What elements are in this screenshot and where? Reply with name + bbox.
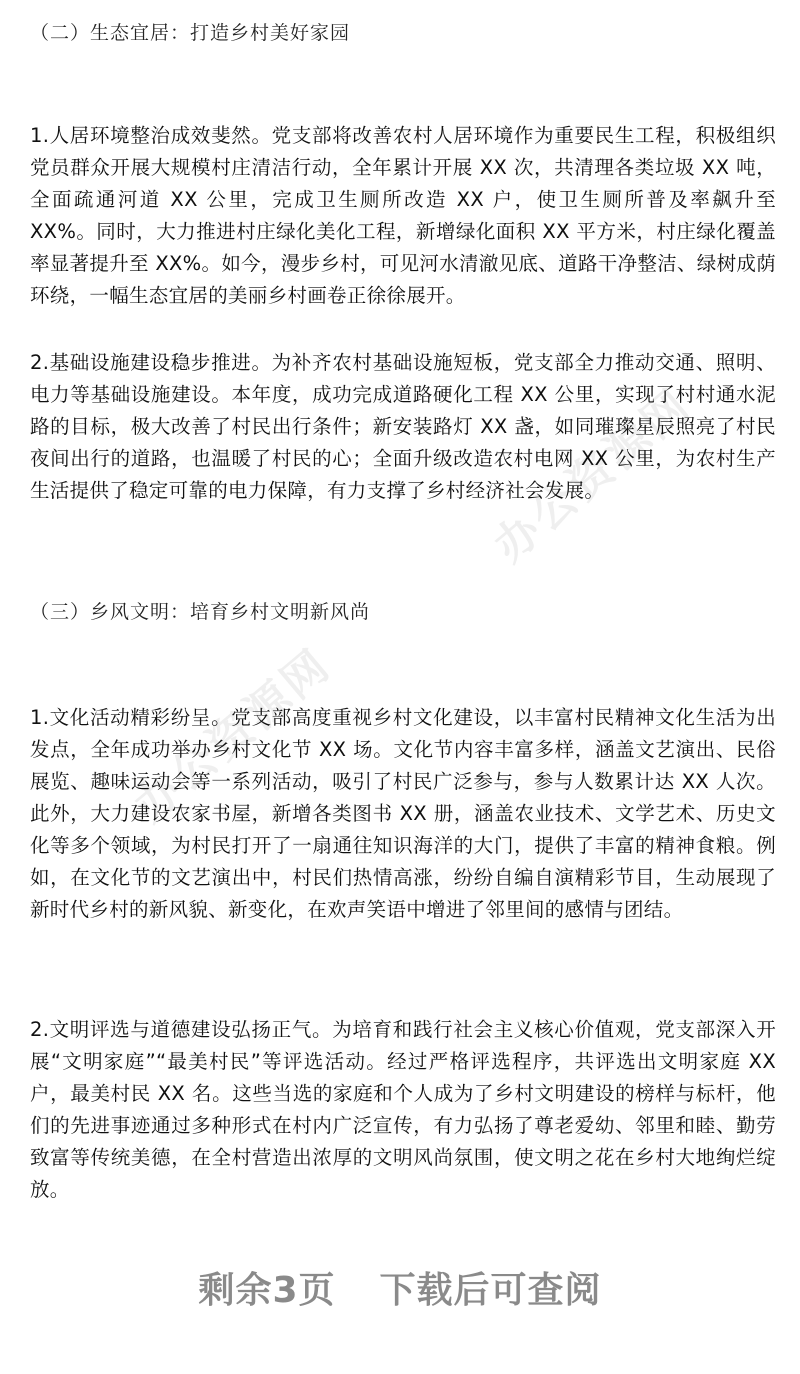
- section-heading-ecology: （二）生态宜居：打造乡村美好家园: [30, 22, 351, 44]
- watermark-2: 办公资源网: [484, 378, 702, 573]
- watermark-1: 办公资源网: [124, 638, 342, 833]
- remaining-pages-text: 剩余3页: [198, 1270, 336, 1311]
- download-prompt-banner: [0, 1262, 800, 1313]
- paragraph-infrastructure: 2.基础设施建设稳步推进。为补齐农村基础设施短板，党支部全力推动交通、照明、电力等基础设施建设。本年度，成功完成道路硬化工程 XX 公里，实现了村村通水泥路的目标，极大改善了村民出行条件；新安装路灯 XX 盏，如同璀璨星辰照亮了村民夜间出行的道路，也温暖了村民的心；全面升级改造农村电网 XX 公里，为农村生产生活提供了稳定可靠的电力保障，有力支撑了乡村经济社会发展。: [30, 351, 776, 502]
- paragraph-cultural-activities: 1.文化活动精彩纷呈。党支部高度重视乡村文化建设，以丰富村民精神文化生活为出发点，全年成功举办乡村文化节 XX 场。文化节内容丰富多样，涵盖文艺演出、民俗展览、趣味运动会等一系列活动，吸引了村民广泛参与，参与人数累计达 XX 人次。此外，大力建设农家书屋，新增各类图书 XX 册，涵盖农业技术、文学艺术、历史文化等多个领域，为村民打开了一扇通往知识海洋的大门，提供了丰富的精神食粮。例如，在文化节的文艺演出中，村民们热情高涨，纷纷自编自演精彩节目，生动展现了新时代乡村的新风貌、新变化，在欢声笑语中增进了邻里间的感情与团结。: [30, 706, 776, 921]
- section-heading-civility: （三）乡风文明：培育乡村文明新风尚: [30, 601, 371, 623]
- download-to-view-text: 下载后可查阅: [379, 1270, 602, 1311]
- paragraph-living-environment: 1.人居环境整治成效斐然。党支部将改善农村人居环境作为重要民生工程，积极组织党员群众开展大规模村庄清洁行动，全年累计开展 XX 次，共清理各类垃圾 XX 吨，全面疏通河道 XX 公里，完成卫生厕所改造 XX 户，使卫生厕所普及率飙升至 XX%。同时，大力推进村庄绿化美化工程，新增绿化面积 XX 平方米，村庄绿化覆盖率显著提升至 XX%。如今，漫步乡村，可见河水清澈见底、道路干净整洁、绿树成荫环绕，一幅生态宜居的美丽乡村画卷正徐徐展开。: [30, 124, 776, 307]
- paragraph-civility-selection: 2.文明评选与道德建设弘扬正气。为培育和践行社会主义核心价值观，党支部深入开展“文明家庭”“最美村民”等评选活动。经过严格评选程序，共评选出文明家庭 XX 户，最美村民 XX 名。这些当选的家庭和个人成为了乡村文明建设的榜样与标杆，他们的先进事迹通过多种形式在村内广泛宣传，有力弘扬了尊老爱幼、邻里和睦、勤劳致富等传统美德，在全村营造出浓厚的文明风尚氛围，使文明之花在乡村大地绚烂绽放。: [30, 1018, 776, 1201]
